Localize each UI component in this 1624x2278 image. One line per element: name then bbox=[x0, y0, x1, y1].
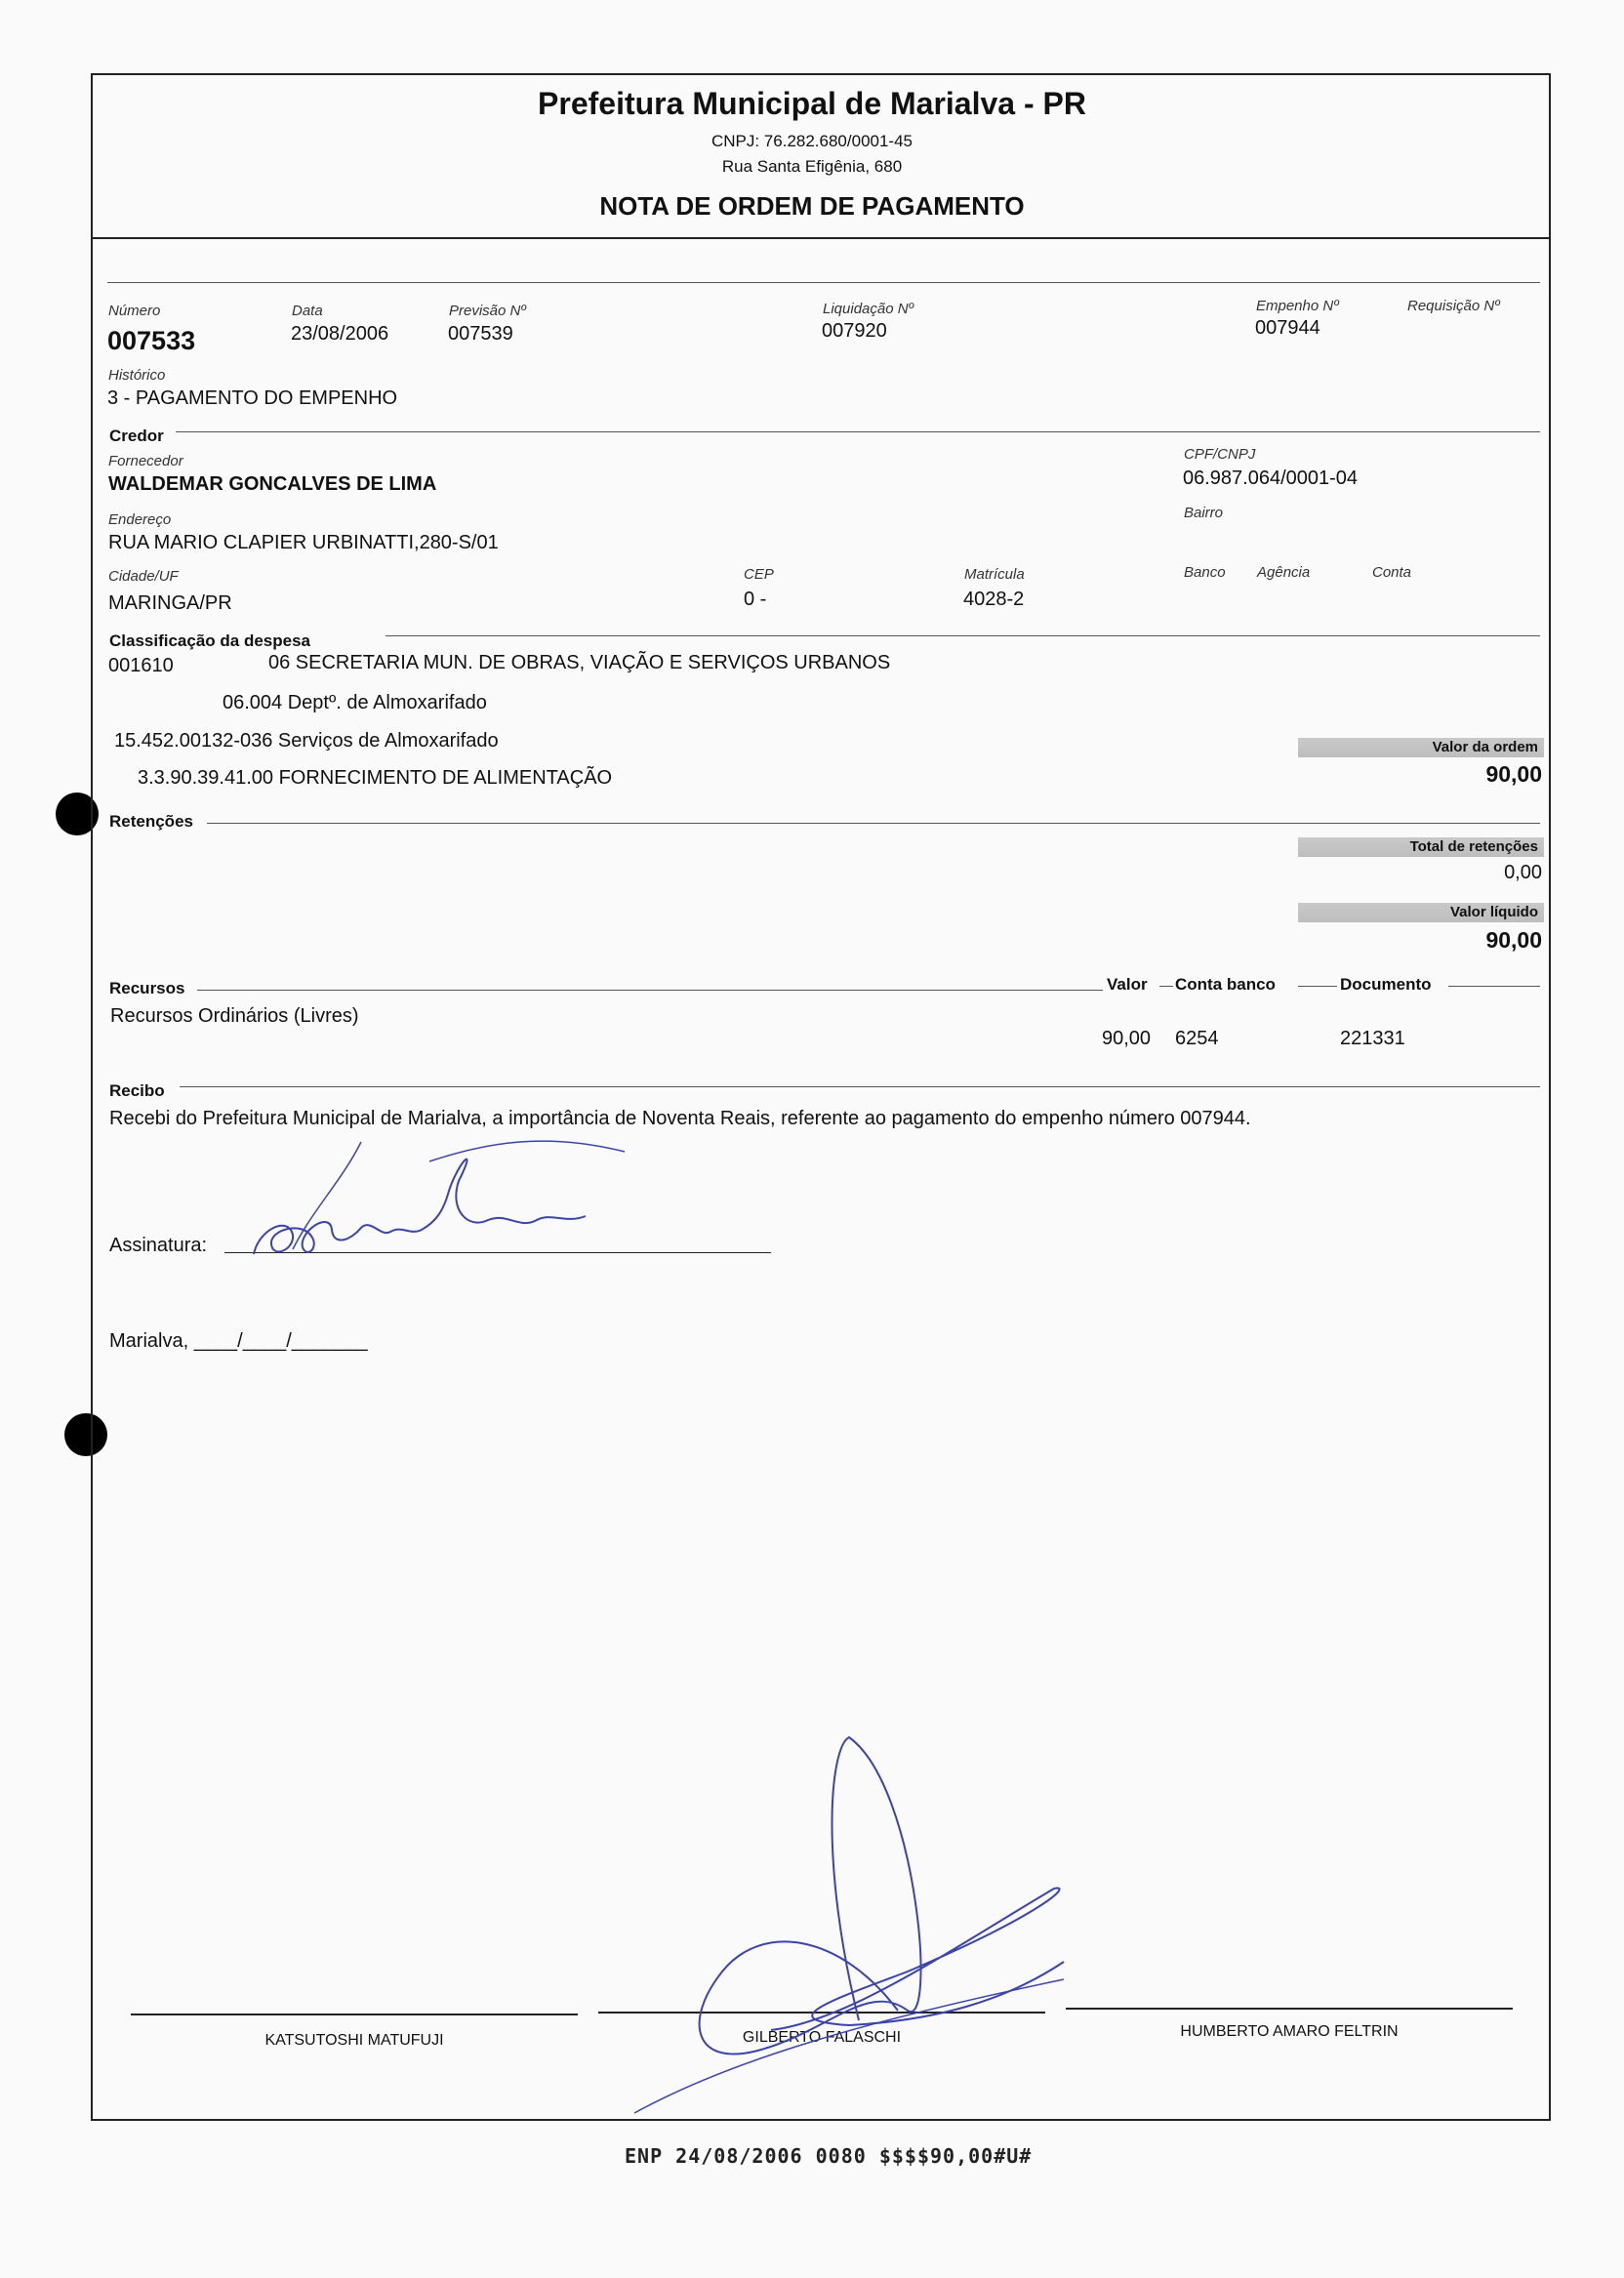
requisicao-label: Requisição Nº bbox=[1407, 298, 1500, 314]
historico-value: 3 - PAGAMENTO DO EMPENHO bbox=[107, 387, 398, 409]
cidade-label: Cidade/UF bbox=[108, 568, 179, 585]
recursos-valor-label: Valor bbox=[1107, 975, 1148, 994]
data-label: Data bbox=[292, 303, 323, 319]
retencoes-section: Retenções bbox=[109, 812, 193, 831]
recursos-descricao: Recursos Ordinários (Livres) bbox=[110, 1005, 359, 1027]
valor-liquido-value: 90,00 bbox=[1485, 927, 1542, 953]
retencoes-rule bbox=[207, 823, 1540, 824]
endereco-label: Endereço bbox=[108, 511, 172, 528]
recursos-documento: 221331 bbox=[1340, 1028, 1405, 1049]
fornecedor-value: WALDEMAR GONCALVES DE LIMA bbox=[108, 473, 437, 495]
banco-label: Banco bbox=[1184, 564, 1226, 581]
signatory-2: GILBERTO FALASCHI bbox=[742, 2029, 902, 2046]
signature-line-1 bbox=[131, 2014, 578, 2015]
header-address: Rua Santa Efigênia, 680 bbox=[721, 157, 903, 176]
agencia-label: Agência bbox=[1257, 564, 1311, 581]
liquidacao-label: Liquidação Nº bbox=[823, 301, 914, 317]
total-retencoes-label: Total de retenções bbox=[1298, 837, 1544, 857]
recursos-section: Recursos bbox=[109, 979, 185, 997]
classificacao-departamento: 06.004 Deptº. de Almoxarifado bbox=[223, 692, 487, 713]
cpf-value: 06.987.064/0001-04 bbox=[1183, 468, 1359, 489]
recipient-signature bbox=[234, 1122, 644, 1279]
matricula-label: Matrícula bbox=[964, 566, 1025, 583]
recursos-conta: 6254 bbox=[1175, 1028, 1219, 1049]
payment-stamp: ENP 24/08/2006 0080 $$$$90,00#U# bbox=[625, 2144, 1033, 2168]
data-value: 23/08/2006 bbox=[291, 323, 389, 345]
liquidacao-value: 007920 bbox=[822, 320, 887, 342]
signatory-1: KATSUTOSHI MATUFUJI bbox=[264, 2032, 444, 2049]
signatory-3: HUMBERTO AMARO FELTRIN bbox=[1180, 2023, 1399, 2040]
cpf-label: CPF/CNPJ bbox=[1184, 446, 1256, 463]
numero-label: Número bbox=[108, 303, 161, 319]
credor-section: Credor bbox=[109, 427, 164, 445]
classificacao-programa: 15.452.00132-036 Serviços de Almoxarifado bbox=[114, 730, 499, 752]
bairro-label: Bairro bbox=[1184, 505, 1224, 521]
previsao-value: 007539 bbox=[448, 323, 513, 345]
valor-ordem-label: Valor da ordem bbox=[1298, 738, 1544, 757]
recursos-conta-label: Conta banco bbox=[1175, 975, 1276, 994]
valor-ordem-value: 90,00 bbox=[1485, 761, 1542, 787]
recursos-rule-3 bbox=[1298, 986, 1337, 987]
classificacao-code: 001610 bbox=[108, 655, 174, 676]
recursos-valor: 90,00 bbox=[1102, 1028, 1152, 1049]
valor-liquido-label: Valor líquido bbox=[1298, 903, 1544, 922]
classificacao-secretaria: 06 SECRETARIA MUN. DE OBRAS, VIAÇÃO E SERVIÇOS URBANOS bbox=[268, 652, 891, 673]
credor-rule bbox=[176, 431, 1540, 432]
classificacao-rule bbox=[386, 635, 1540, 636]
recursos-rule-4 bbox=[1448, 986, 1540, 987]
endereco-value: RUA MARIO CLAPIER URBINATTI,280-S/01 bbox=[108, 532, 499, 553]
cidade-value: MARINGA/PR bbox=[108, 592, 232, 614]
empenho-value: 007944 bbox=[1255, 317, 1320, 339]
order-top-rule bbox=[107, 282, 1540, 283]
header-divider bbox=[91, 237, 1551, 239]
signature-line-3 bbox=[1066, 2008, 1513, 2010]
recursos-rule bbox=[197, 990, 1103, 991]
page-title: Prefeitura Municipal de Marialva - PR bbox=[538, 86, 1086, 121]
previsao-label: Previsão Nº bbox=[449, 303, 526, 319]
cep-label: CEP bbox=[744, 566, 774, 583]
classificacao-section: Classificação da despesa bbox=[109, 631, 311, 650]
empenho-label: Empenho Nº bbox=[1256, 298, 1339, 314]
matricula-value: 4028-2 bbox=[963, 589, 1025, 610]
header-cnpj: CNPJ: 76.282.680/0001-45 bbox=[710, 132, 914, 150]
local-data: Marialva, ____/____/_______ bbox=[109, 1330, 368, 1352]
fornecedor-label: Fornecedor bbox=[108, 453, 183, 469]
document-title: NOTA DE ORDEM DE PAGAMENTO bbox=[599, 191, 1025, 221]
classificacao-elemento: 3.3.90.39.41.00 FORNECIMENTO DE ALIMENTAÇÃO bbox=[138, 767, 613, 789]
recibo-text: Recebi do Prefeitura Municipal de Marialva, a importância de Noventa Reais, referente ao pagamento do empenho número 007944. bbox=[109, 1108, 1251, 1129]
recursos-rule-2 bbox=[1159, 986, 1173, 987]
assinatura-label: Assinatura: bbox=[109, 1235, 208, 1256]
recibo-section: Recibo bbox=[109, 1081, 165, 1100]
conta-label: Conta bbox=[1372, 564, 1412, 581]
recursos-documento-label: Documento bbox=[1340, 975, 1432, 994]
recibo-rule bbox=[180, 1086, 1540, 1087]
numero-value: 007533 bbox=[107, 326, 196, 355]
total-retencoes-value: 0,00 bbox=[1504, 862, 1542, 883]
historico-label: Histórico bbox=[108, 367, 166, 384]
cep-value: 0 - bbox=[744, 589, 767, 610]
signatory-signature bbox=[615, 1728, 1083, 2137]
